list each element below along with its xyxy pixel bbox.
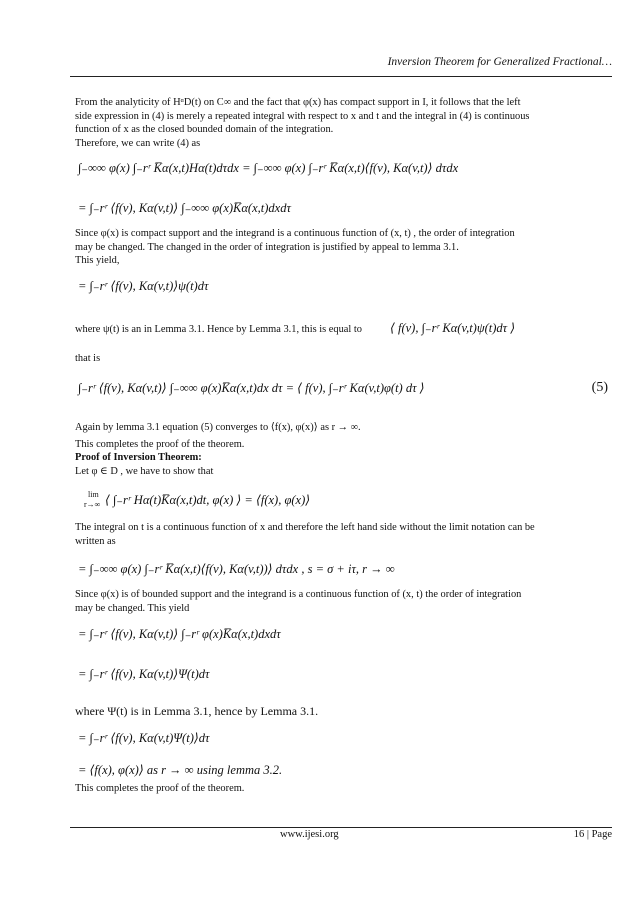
paragraph-line: side expression in (4) is merely a repeated integral with respect to x and t and the integral in (4) is continuous <box>75 111 530 122</box>
paragraph-line: Since φ(x) is of bounded support and the integrand is a continuous function of (x, t) the order of integration <box>75 589 522 600</box>
header-rule <box>70 76 612 77</box>
equation-1: ∫₋∞∞ φ(x) ∫₋rʳ K̅α(x,t)Hα(t)dτdx = ∫₋∞∞ φ(x) ∫₋rʳ K̅α(x,t)⟨f(v), Kα(v,t)⟩ dτdx <box>78 161 459 175</box>
paragraph-line: Let φ ∈ D , we have to show that <box>75 466 214 477</box>
equation-3: = ∫₋rʳ ⟨f(v), Kα(v,t)⟩ψ(t)dτ <box>78 279 209 293</box>
paragraph-line: may be changed. The changed in the order of integration is justified by appeal to lemma 3.1. <box>75 242 459 253</box>
equation-6: ⟨ ∫₋rʳ Hα(t)K̅α(x,t)dt, φ(x) ⟩ = ⟨f(x), φ(x)⟩ <box>105 493 311 507</box>
equation-7: = ∫₋∞∞ φ(x) ∫₋rʳ K̅α(x,t)⟨f(v), Kα(v,t))⟩ dτdx , s = σ + iτ, r → ∞ <box>78 562 395 576</box>
paragraph-line: This completes the proof of the theorem. <box>75 783 245 794</box>
paragraph-line: This yield, <box>75 255 120 266</box>
paragraph-line: The integral on t is a continuous function of x and therefore the left hand side without the limit notation can be <box>75 522 535 533</box>
paragraph-line: that is <box>75 353 101 364</box>
paragraph-line: This completes the proof of the theorem. <box>75 439 245 450</box>
equation-8: = ∫₋rʳ ⟨f(v), Kα(v,t)⟩ ∫₋rʳ φ(x)K̅α(x,t)dxdτ <box>78 627 281 641</box>
limit-subscript: r→∞ <box>84 500 101 509</box>
section-heading: Proof of Inversion Theorem: <box>75 452 202 463</box>
limit-label: lim <box>88 490 99 499</box>
paragraph-line: written as <box>75 536 116 547</box>
equation-number: (5) <box>591 380 608 395</box>
paragraph-line: may be changed. This yield <box>75 603 190 614</box>
running-header: Inversion Theorem for Generalized Fractional… <box>387 56 612 68</box>
paragraph-line: From the analyticity of HᵅD(t) on C∞ and the fact that φ(x) has compact support in I, it follows that the left <box>75 97 521 108</box>
equation-5: ∫₋rʳ ⟨f(v), Kα(v,t)⟩ ∫₋∞∞ φ(x)K̅α(x,t)dx dτ = ⟨ f(v), ∫₋rʳ Kα(v,t)φ(t) dτ ⟩ <box>78 381 425 395</box>
paragraph-line: Again by lemma 3.1 equation (5) converges to ⟨f(x), φ(x)⟩ as r → ∞. <box>75 422 361 433</box>
equation-4: ⟨ f(v), ∫₋rʳ Kα(v,t)ψ(t)dτ ⟩ <box>390 321 516 335</box>
footer-page-number: 16 | Page <box>573 829 612 840</box>
equation-2: = ∫₋rʳ ⟨f(v), Kα(v,t)⟩ ∫₋∞∞ φ(x)K̅α(x,t)dxdτ <box>78 201 291 215</box>
footer-site: www.ijesi.org <box>280 829 339 840</box>
equation-9: = ∫₋rʳ ⟨f(v), Kα(v,t)⟩Ψ(t)dτ <box>78 667 210 681</box>
paragraph-line: where ψ(t) is an in Lemma 3.1. Hence by Lemma 3.1, this is equal to <box>75 324 362 335</box>
paragraph-line: Therefore, we can write (4) as <box>75 138 201 149</box>
equation-11: = ⟨f(x), φ(x)⟩ as r → ∞ using lemma 3.2. <box>78 763 283 777</box>
paragraph-line: function of x as the closed bounded domain of the integration. <box>75 124 334 135</box>
equation-10: = ∫₋rʳ ⟨f(v), Kα(v,t)Ψ(t)⟩dτ <box>78 731 210 745</box>
footer-rule <box>70 827 612 828</box>
paragraph-line: where Ψ(t) is in Lemma 3.1, hence by Lemma 3.1. <box>75 704 319 718</box>
paragraph-line: Since φ(x) is compact support and the integrand is a continuous function of (x, t) , the order of integration <box>75 228 515 239</box>
